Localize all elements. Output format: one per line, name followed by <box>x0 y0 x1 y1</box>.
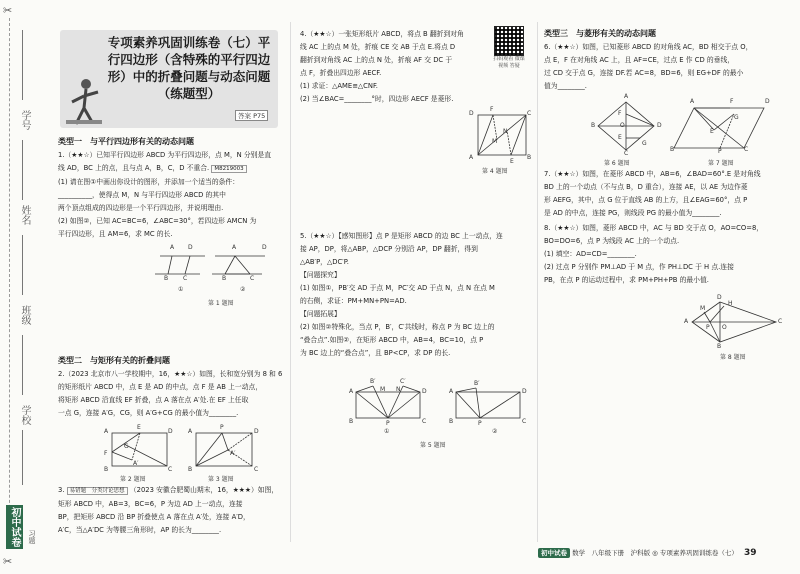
text-line: (2) 如图②，已知 AC=BC=6，∠ABC=30°，若四边形 AMCN 为 <box>58 217 257 225</box>
scissor-icon: ✂ <box>3 555 13 568</box>
error-prone-tag: 易错题 分类讨论思想 <box>67 487 128 495</box>
figure-label: F <box>618 110 622 117</box>
margin-label-school: 学校 <box>19 405 30 425</box>
figure-label: G <box>124 443 129 450</box>
figure-label: B <box>449 418 454 425</box>
figure-label: B <box>591 122 596 129</box>
figure-label: D <box>765 98 770 105</box>
text-line: 将矩形 ABCD 沿直线 EF 折叠，点 A 落在点 A′处.在 EF 上任取 <box>58 396 249 404</box>
cut-line <box>9 18 10 548</box>
scissor-icon: ✂ <box>3 4 13 17</box>
question-3: 3. 易错题 分类讨论思想 （2023 安徽合肥蜀山期末，16，★★★）如图， 矩形 ABCD 中，AB=3，BC=6，P 为边 AD 上一动点，连接 BP，把矩形 ABCD 沿 BP 折叠使点 A 落在点 A′处，连接 A′D， A′C，当△A′DC 为等腰三角形时，AP 的长为________. <box>58 484 286 537</box>
text-line: 1.（★★☆）已知平行四边形 ABCD 为平行四边形，点 M，N 分别是直 <box>58 151 272 159</box>
figure-caption: 第 4 题图 <box>482 168 508 175</box>
page-number: 39 <box>743 548 757 558</box>
figure-label: A′ <box>230 450 236 457</box>
section-heading: 类型二 与矩形有关的折叠问题 <box>58 356 170 365</box>
figure-label: F <box>490 106 494 113</box>
figure-caption: 第 8 题图 <box>720 354 746 361</box>
figure-label: D <box>254 428 259 435</box>
figure-label: B <box>222 275 227 282</box>
question-5 <box>300 230 532 360</box>
question-6 <box>544 41 780 93</box>
figure-label: D <box>188 244 193 251</box>
text-line: 【问题拓展】 <box>300 310 341 318</box>
figure-label: F <box>730 98 734 105</box>
text-line: （2023 安徽合肥蜀山期末，16，★★★）如图， <box>129 486 279 494</box>
figure-label: H <box>728 300 733 307</box>
figure-label: M <box>700 305 706 312</box>
figure-number: ② <box>240 286 246 293</box>
figure-label: M <box>492 138 498 145</box>
figure-number: ① <box>178 286 184 293</box>
figure-label: E <box>137 424 141 431</box>
figure-label: D <box>168 428 173 435</box>
figure-label: P <box>706 324 710 331</box>
text-line: (1) 如图①，PB′交 AD 于点 M，PC′交 AD 于点 N，点 N 在点 M <box>300 284 495 292</box>
figure-label: D <box>717 294 722 301</box>
fill-line <box>22 235 23 295</box>
figure-label: G <box>642 140 647 147</box>
figure-label: A <box>232 244 237 251</box>
figure-label: D <box>422 388 427 395</box>
text-line: 6.（★★☆）如图，已知菱形 ABCD 的对角线 AC，BD 相交于点 O， <box>544 43 753 51</box>
figure-5 <box>348 384 528 424</box>
figure-label: B <box>104 466 109 473</box>
figure-label: C <box>624 150 629 157</box>
figure-label: A <box>170 244 175 251</box>
text-line: __________，使得点 M，N 与平行四边形 ABCD 的其中 <box>58 191 226 199</box>
figure-illustration-icon <box>64 76 104 126</box>
figure-label: B′ <box>474 380 480 387</box>
figure-caption: 第 7 题图 <box>708 160 734 167</box>
figure-label: C <box>522 418 527 425</box>
text-line: 接 AP，DP，将△ABP，△DCP 分别沿 AP，DP 翻折，得到 <box>300 245 478 253</box>
figure-label: C <box>527 110 532 117</box>
column-divider <box>290 22 291 542</box>
figure-label: N <box>503 128 508 135</box>
figure-4 <box>475 112 531 158</box>
page-title: 专项素养巩固训练卷（七）平行四边形（含特殊的平行四边形）中的折叠问题与动态问题（练题型） <box>107 35 271 101</box>
figure-label: C <box>254 466 259 473</box>
figure-label: C′ <box>400 378 406 385</box>
text-line: 7.（★★☆）如图，在菱形 ABCD 中，AB=6，∠BAD=60°.E 是对角线 <box>544 170 761 178</box>
figure-label: A <box>469 154 474 161</box>
figure-label: D <box>657 122 662 129</box>
figure-label: P <box>718 148 722 155</box>
text-line: 形 AEFG，其中，点 G 位于直线 AB 的上方，且∠EAG=60°，点 P <box>544 196 748 204</box>
figure-label: C <box>250 275 255 282</box>
figure-label: C <box>778 318 783 325</box>
text-line: 点 F，折叠出四边形 AECF. <box>300 69 382 77</box>
text-line: (1) 求证：△AME≌△CNF. <box>300 82 378 90</box>
figure-label: E <box>710 128 714 135</box>
footer <box>538 548 757 558</box>
figure-label: D <box>522 388 527 395</box>
question-7 <box>544 168 780 220</box>
figure-label: B <box>670 146 675 153</box>
qr-code-icon[interactable] <box>494 26 524 56</box>
figure-caption: 第 3 题图 <box>208 476 234 483</box>
margin-logo: 初中试卷 <box>6 505 23 549</box>
figure-label: C <box>168 466 173 473</box>
text-line: (1) 请在图①中画出你设计的图形，并添加一个适当的条件： <box>58 178 240 186</box>
text-line: 4.（★★☆）一张矩形纸片 ABCD，将点 B 翻折到对角 <box>300 30 464 38</box>
text-line: 2.（2023 北京市八一学校期中，16，★★☆）如图，长和宽分别为 8 和 6 <box>58 370 283 378</box>
margin-logo-top: 习题 <box>28 530 36 544</box>
text-line: BP，把矩形 ABCD 沿 BP 折叠使点 A 落在点 A′处，连接 A′D， <box>58 513 250 521</box>
text-line: BD 上的一个动点（不与点 B，D 重合），连接 AE，以 AE 为边作菱 <box>544 183 748 191</box>
text-line: (2) 当∠BAC=________°时，四边形 AECF 是菱形. <box>300 95 454 103</box>
text-line: 线 AD，BC 上的点，且与点 A，B，C，D 不重合. <box>58 164 210 172</box>
text-line: 是 AD 的中点，连接 PG，则线段 PG 的最小值为________. <box>544 209 722 217</box>
figure-caption: 第 1 题图 <box>208 300 234 307</box>
figure-7 <box>674 104 774 150</box>
figure-label: B <box>349 418 354 425</box>
fill-line <box>22 30 23 100</box>
question-8 <box>544 222 780 287</box>
figure-label: M <box>380 386 386 393</box>
figure-label: D <box>469 110 474 117</box>
figure-6 <box>596 100 656 152</box>
text-line: “叠合点”.如图②，在矩形 ABCD 中，AB=4，BC=10，点 P <box>300 336 484 344</box>
text-line: A′C，当△A′DC 为等腰三角形时，AP 的长为________. <box>58 526 222 534</box>
margin-label-name: 姓名 <box>19 205 30 225</box>
figure-3 <box>194 430 256 470</box>
figure-number: ① <box>384 428 390 435</box>
text-line: BO=DO=6，点 P 为线段 AC 上的一个动点. <box>544 237 680 245</box>
figure-label: A <box>690 98 695 105</box>
text-line: 8.（★★☆）如图，菱形 ABCD 中，AC 与 BD 交于点 O，AO=CO=8， <box>544 224 764 232</box>
figure-label: A <box>449 388 454 395</box>
figure-caption: 第 5 题图 <box>420 442 446 449</box>
figure-label: C <box>422 418 427 425</box>
text-line: 两个顶点组成的四边形是一个平行四边形，并说明理由. <box>58 204 224 212</box>
figure-label: P <box>220 424 224 431</box>
figure-caption: 第 6 题图 <box>604 160 630 167</box>
margin-label-student-id: 学号 <box>19 110 30 130</box>
text-line: 翻折到对角线 AC 上的点 N 处，折痕 AF 交 DC 于 <box>300 56 453 64</box>
text-line: (2) 如图②特殊化，当点 P，B′，C′共线时，称点 P 为 BC 边上的 <box>300 323 495 331</box>
question-4 <box>300 28 490 106</box>
figure-label: P <box>478 420 482 427</box>
question-2 <box>58 368 286 420</box>
text-line: 线 AC 上的点 M 处，折痕 CE 交 AB 于点 E.将点 D <box>300 43 456 51</box>
text-line: (1) 填空：AD=CD=________. <box>544 250 637 258</box>
figure-1 <box>150 248 270 288</box>
margin-label-class: 班级 <box>19 305 30 325</box>
figure-number: ② <box>492 428 498 435</box>
figure-label: A <box>624 93 629 100</box>
text-line: PB，在点 P 的运动过程中，求 PM+PH+PB 的最小值. <box>544 276 709 284</box>
qr-caption: 扫码观看 微课视频 答疑 <box>493 56 525 69</box>
text-line: 平行四边形，且 AM=6，求 MC 的长. <box>58 230 173 238</box>
question-1 <box>58 149 286 241</box>
figure-label: N <box>396 386 401 393</box>
question-code-tag: M8219003 <box>211 165 246 173</box>
figure-label: B <box>717 343 722 350</box>
figure-label: B <box>188 466 193 473</box>
figure-label: P <box>386 420 390 427</box>
figure-label: E <box>510 158 514 165</box>
footer-text: 数学 八年级下册 沪科版 ◎ 专项素养巩固训练卷（七） <box>572 549 738 557</box>
text-line: 一点 G，连接 A′G，CG，则 A′G+CG 的最小值为________. <box>58 409 239 417</box>
figure-label: B <box>164 275 169 282</box>
figure-label: D <box>262 244 267 251</box>
figure-label: C <box>744 146 749 153</box>
figure-label: O <box>722 324 727 331</box>
text-line: 5.（★★☆）【感知图形】点 P 是矩形 ABCD 的边 BC 上一动点，连 <box>300 232 503 240</box>
figure-label: A <box>104 428 109 435</box>
figure-label: B′ <box>370 378 376 385</box>
text-line: 的矩形纸片 ABCD 中，点 E 是 AD 的中点，点 F 是 AB 上一动点， <box>58 383 263 391</box>
text-line: 矩形 ABCD 中，AB=3，BC=6，P 为边 AD 上一动点，连接 <box>58 500 243 508</box>
figure-label: A <box>188 428 193 435</box>
binding-margin <box>0 0 44 574</box>
figure-caption: 第 2 题图 <box>120 476 146 483</box>
text-line: 过 CD 交于点 G，连接 DF.若 AC=8，BD=6，则 EG+DF 的最小 <box>544 69 744 77</box>
figure-label: C <box>183 275 188 282</box>
text-line: 【问题探究】 <box>300 271 341 279</box>
text-line: 值为________. <box>544 82 587 90</box>
section-heading: 类型三 与菱形有关的动态问题 <box>544 29 656 38</box>
figure-label: A′ <box>133 460 139 467</box>
figure-label: F <box>104 450 108 457</box>
text-line: 为 BC 边上的“叠合点”，且 BP<CP，求 DP 的长. <box>300 349 451 357</box>
text-line: △AB′P，△DC′P. <box>300 258 349 266</box>
column-divider <box>537 22 538 542</box>
figure-label: B <box>527 154 532 161</box>
fill-line <box>22 430 23 485</box>
text-line: (2) 过点 P 分别作 PM⊥AD 于 M 点，作 PH⊥DC 于 H 点.连接 <box>544 263 734 271</box>
footer-badge: 初中试卷 <box>538 548 570 558</box>
text-line: 点 E，F 在对角线 AC 上，且 AF=CE，过点 E 作 CD 的垂线， <box>544 56 735 64</box>
fill-line <box>22 140 23 200</box>
figure-label: A <box>349 388 354 395</box>
figure-label: G <box>734 114 739 121</box>
figure-label: O <box>620 122 625 129</box>
answer-page-tag: 答案 P75 <box>235 110 268 121</box>
text-line: 的右侧，求证：PM+MN+PN=AD. <box>300 297 407 305</box>
figure-label: E <box>618 134 622 141</box>
section-heading: 类型一 与平行四边形有关的动态问题 <box>58 137 194 146</box>
figure-2 <box>110 430 170 470</box>
figure-label: A <box>684 318 689 325</box>
fill-line <box>22 335 23 395</box>
